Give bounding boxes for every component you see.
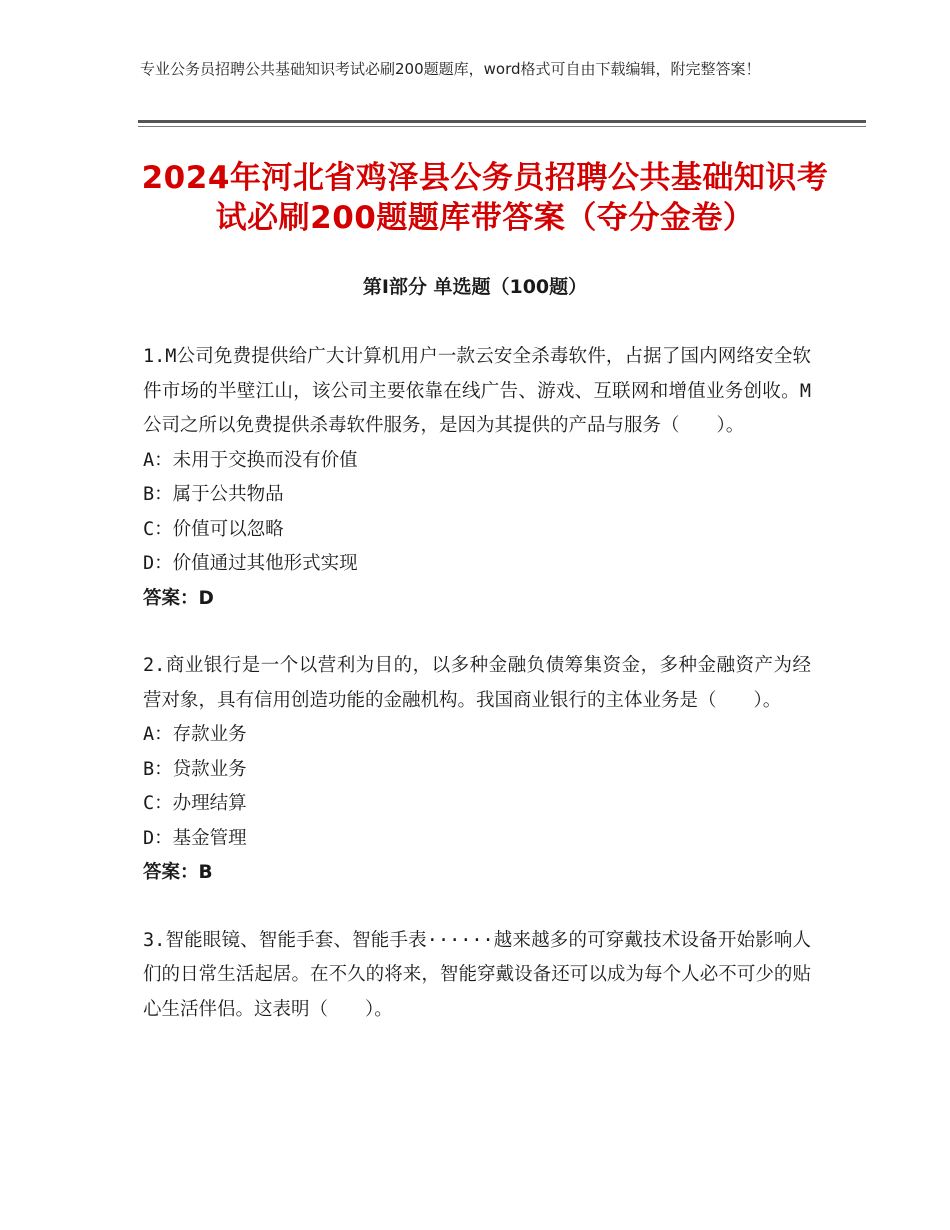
question-list: [143, 340, 811, 1060]
section-heading: 第Ⅰ部分 单选题（100题）: [362, 276, 588, 298]
header-note: 专业公务员招聘公共基础知识考试必刷200题题库，word格式可自由下载编辑，附完整答案！: [140, 60, 761, 78]
option-d: D：基金管理: [143, 827, 247, 849]
option-b: B：属于公共物品: [143, 484, 284, 505]
question-stem: 3.智能眼镜、智能手套、智能手表······越来越多的可穿戴技术设备开始影响人们的日常生活起居。在不久的将来，智能穿戴设备还可以成为每个人必不可少的贴心生活伴侣。这表明（ ）。: [143, 929, 811, 1020]
question-stem: 1.M公司免费提供给广大计算机用户一款云安全杀毒软件，占据了国内网络安全软件市场的半壁江山，该公司主要依靠在线广告、游戏、互联网和增值业务创收。M公司之所以免费提供杀毒软件服务，是因为其提供的产品与服务（ ）。: [143, 346, 811, 436]
answer-line: 答案：B: [143, 862, 213, 883]
header-rule-thin: [138, 126, 866, 127]
question-item: [143, 924, 811, 1028]
option-c: C：办理结算: [143, 793, 247, 814]
option-c: C：价值可以忽略: [143, 518, 284, 540]
question-item: [143, 649, 811, 891]
option-a: A：存款业务: [143, 724, 247, 745]
option-b: B：贷款业务: [143, 758, 247, 780]
document-title: 2024年河北省鸡泽县公务员招聘公共基础知识考试必刷200题题库带答案（夺分金卷）: [141, 160, 829, 236]
answer-line: 答案：D: [143, 587, 214, 609]
header-rule: [138, 120, 866, 123]
option-a: A：未用于交换而没有价值: [143, 449, 358, 471]
question-stem: 2.商业银行是一个以营利为目的，以多种金融负债筹集资金，多种金融资产为经营对象，具有信用创造功能的金融机构。我国商业银行的主体业务是（ ）。: [143, 655, 811, 711]
question-item: [143, 340, 811, 616]
option-d: D：价值通过其他形式实现: [143, 553, 358, 574]
